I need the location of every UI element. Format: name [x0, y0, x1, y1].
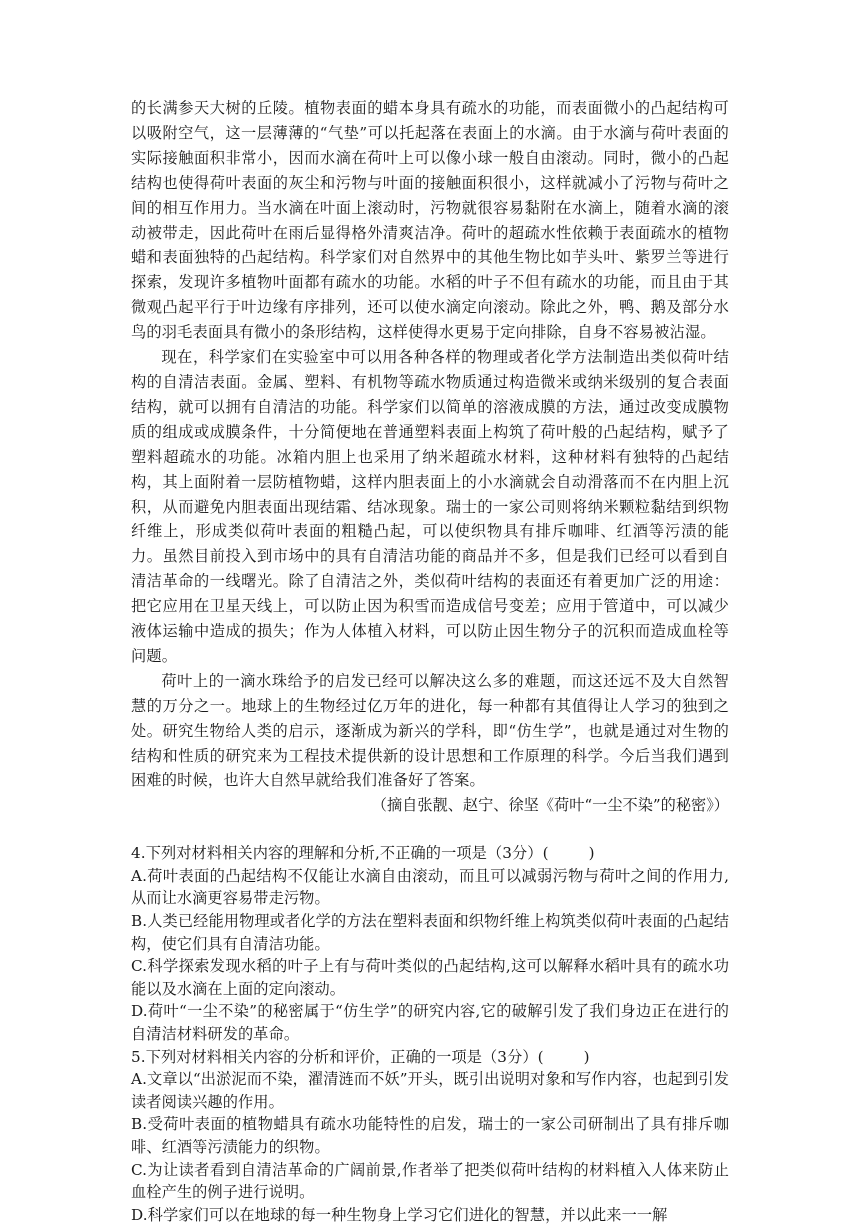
question-stem: 5.下列对材料相关内容的分析和评价，正确的一项是（3分）( )	[131, 1047, 590, 1066]
document-page	[131, 96, 729, 1226]
passage-paragraph-3: 荷叶上的一滴水珠给予的启发已经可以解决这么多的难题，而这还远不及大自然智慧的万分之一。地球上的生物经过亿万年的进化，每一种都有其值得让人学习的独到之处。研究生物给人类的启示，逐渐成为新兴的学科，即“仿生学”，也就是通过对生物的结构和性质的研究来为工程技术提供新的设计思想和工作原理的科学。今后当我们遇到困难的时候，也许大自然早就给我们准备好了答案。	[131, 671, 729, 790]
option-a: A.文章以“出淤泥而不染，濯清涟而不妖”开头，既引出说明对象和写作内容，也起到引发读者阅读兴趣的作用。	[131, 1070, 729, 1111]
option-d: D.科学家们可以在地球的每一种生物身上学习它们进化的智慧，并以此来一一解	[131, 1205, 668, 1224]
section-gap	[131, 818, 729, 842]
question-5	[131, 1046, 729, 1226]
question-stem: 4.下列对材料相关内容的理解和分析,不正确的一项是（3分）( )	[131, 844, 595, 863]
option-d: D.荷叶“一尘不染”的秘密属于“仿生学”的研究内容,它的破解引发了我们身边正在进行的自清洁材料研发的革命。	[131, 1002, 729, 1044]
option-b: B.受荷叶表面的植物蜡具有疏水功能特性的启发，瑞士的一家公司研制出了具有排斥咖啡、红酒等污渍能力的织物。	[131, 1115, 729, 1156]
option-b: B.人类已经能用物理或者化学的方法在塑料表面和织物纤维上构筑类似荷叶表面的凸起结构，使它们具有自清洁功能。	[131, 912, 729, 953]
passage-paragraph-1: 的长满参天大树的丘陵。植物表面的蜡本身具有疏水的功能，而表面微小的凸起结构可以吸附空气，这一层薄薄的“气垫”可以托起落在表面上的水滴。由于水滴与荷叶表面的实际接触面积非常小，因而水滴在荷叶上可以像小球一般自由滚动。同时，微小的凸起结构也使得荷叶表面的灰尘和污物与叶面的接触面积很小，这样就减小了污物与荷叶之间的相互作用力。当水滴在叶面上滚动时，污物就很容易黏附在水滴上，随着水滴的滚动被带走，因此荷叶在雨后显得格外清爽洁净。荷叶的超疏水性依赖于表面疏水的植物蜡和表面独特的凸起结构。科学家们对自然界中的其他生物比如芋头叶、紫罗兰等进行探索，发现许多植物叶面都有疏水的功能。水稻的叶子不但有疏水的功能，而且由于其微观凸起平行于叶边缘有序排列，还可以使水滴定向滚动。除此之外，鸭、鹅及部分水鸟的羽毛表面具有微小的条形结构，这样使得水更易于定向排除，自身不容易被沾湿。	[131, 99, 729, 342]
option-c: C.为让读者看到自清洁革命的广阔前景,作者举了把类似荷叶结构的材料植入人体来防止血栓产生的例子进行说明。	[131, 1160, 729, 1202]
question-4	[131, 842, 729, 1045]
option-c: C.科学探索发现水稻的叶子上有与荷叶类似的凸起结构,这可以解释水稻叶具有的疏水功能以及水滴在上面的定向滚动。	[131, 957, 729, 998]
passage-source: （摘自张靓、赵宁、徐坚《荷叶“一尘不染”的秘密》）	[371, 796, 729, 815]
passage-paragraph-2: 现在，科学家们在实验室中可以用各种各样的物理或者化学方法制造出类似荷叶结构的自清洁表面。金属、塑料、有机物等疏水物质通过构造微米或纳米级别的复合表面结构，就可以拥有自清洁的功能。科学家们以简单的溶液成膜的方法，通过改变成膜物质的组成或成膜条件，十分简便地在普通塑料表面上构筑了荷叶般的凸起结构，赋予了塑料超疏水的功能。冰箱内胆上也采用了纳米超疏水材料，这种材料有独特的凸起结构，其上面附着一层防植物蜡，这样内胆表面上的小水滴就会自动滑落而不在内胆上沉积，从而避免内胆表面出现结霜、结冰现象。瑞士的一家公司则将纳米颗粒黏结到织物纤维上，形成类似荷叶表面的粗糙凸起，可以使织物具有排斥咖啡、红酒等污渍的能力。虽然目前投入到市场中的具有自清洁功能的商品并不多，但是我们已经可以看到自清洁革命的一线曙光。除了自清洁之外，类似荷叶结构的表面还有着更加广泛的用途：把它应用在卫星天线上，可以防止因为积雪而造成信号变差；应用于管道中，可以减少液体运输中造成的损失；作为人体植入材料，可以防止因生物分子的沉积而造成血栓等问题。	[131, 348, 729, 665]
option-a: A.荷叶表面的凸起结构不仅能让水滴自由滚动，而且可以减弱污物与荷叶之间的作用力,从而让水滴更容易带走污物。	[131, 866, 729, 908]
